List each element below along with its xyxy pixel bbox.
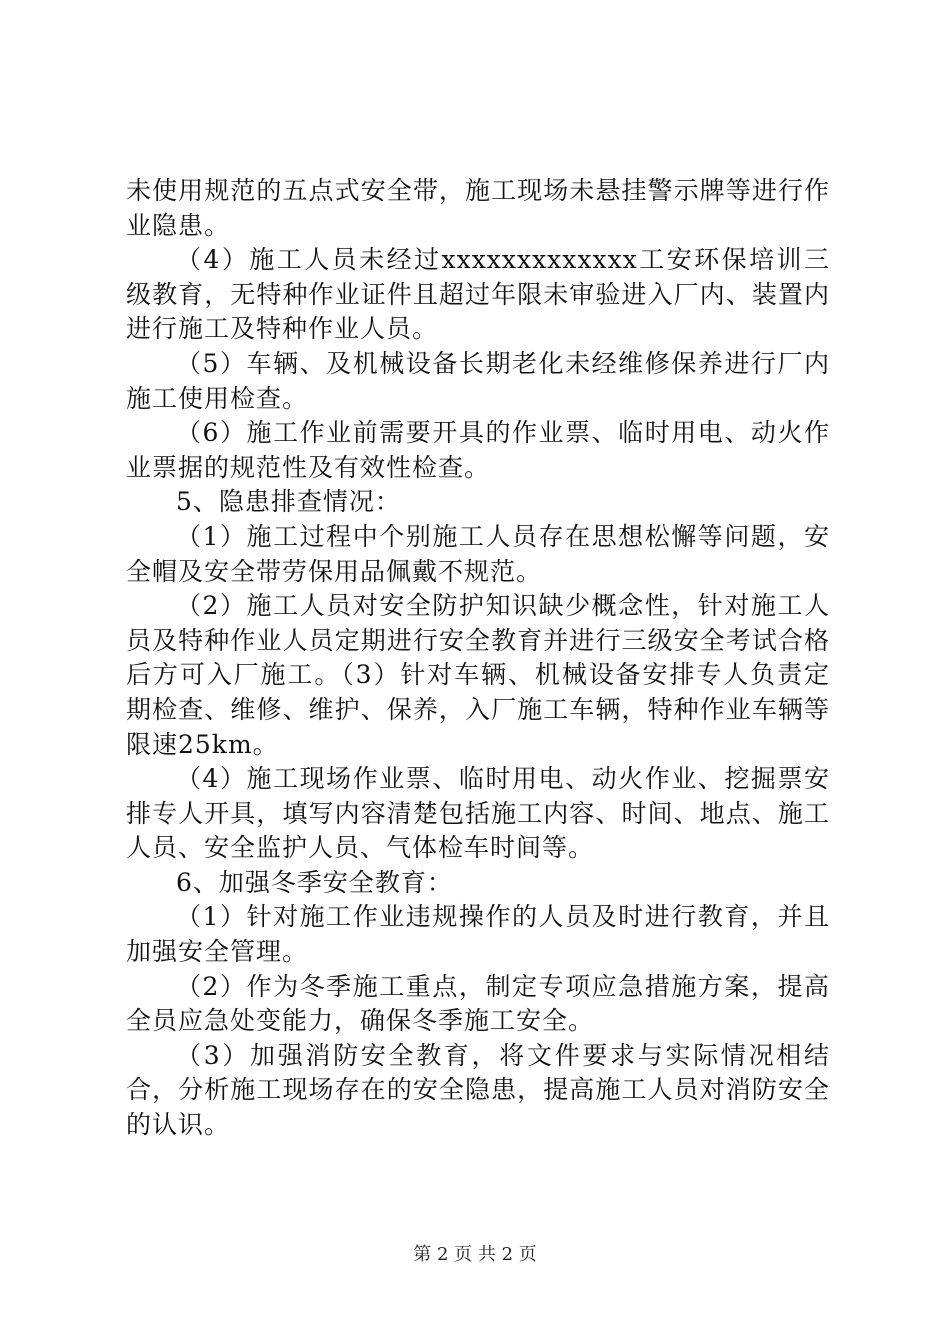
page-footer: 第 2 页 共 2 页: [413, 1244, 537, 1265]
section-heading-6: 6、加强冬季安全教育：: [176, 867, 453, 897]
paragraph-continuation: 未使用规范的五点式安全带，施工现场未悬挂警示牌等进行作业隐患。: [126, 176, 830, 240]
paragraph-winter-2: （2）作为冬季施工重点，制定专项应急措施方案，提高全员应急处变能力，确保冬季施工安全。: [126, 971, 830, 1036]
paragraph-check-4: （4）施工现场作业票、临时用电、动火作业、挖掘票安排专人开具，填写内容清楚包括施工内容、时间、地点、施工人员、安全监护人员、气体检车时间等。: [126, 764, 830, 863]
section-heading-5: 5、隐患排查情况：: [176, 487, 401, 517]
paragraph-winter-3: （3）加强消防安全教育，将文件要求与实际情况相结合，分析施工现场存在的安全隐患，提高施工人员对消防安全的认识。: [126, 1040, 830, 1140]
paragraph-item-5: （5）车辆、及机械设备长期老化未经维修保养进行厂内施工使用检查。: [126, 348, 830, 413]
document-body: [126, 174, 830, 1143]
paragraph-item-6: （6）施工作业前需要开具的作业票、临时用电、动火作业票据的规范性及有效性检查。: [126, 418, 830, 482]
paragraph-item-4: （4）施工人员未经过xxxxxxxxxxxxx工安环保培训三级教育，无特种作业证件且超过年限未审验进入厂内、装置内进行施工及特种作业人员。: [126, 245, 830, 344]
paragraph-check-2-3: （2）施工人员对安全防护知识缺少概念性，针对施工人员及特种作业人员定期进行安全教育并进行三级安全考试合格后方可入厂施工。（3）针对车辆、机械设备安排专人负责定期检查、维修、维护、保养，入厂施工车辆，特种作业车辆等限速25km。: [126, 591, 830, 759]
paragraph-winter-1: （1）针对施工作业违规操作的人员及时进行教育，并且加强安全管理。: [126, 902, 830, 967]
paragraph-check-1: （1）施工过程中个别施工人员存在思想松懈等问题，安全帽及安全带劳保用品佩戴不规范。: [126, 521, 830, 586]
